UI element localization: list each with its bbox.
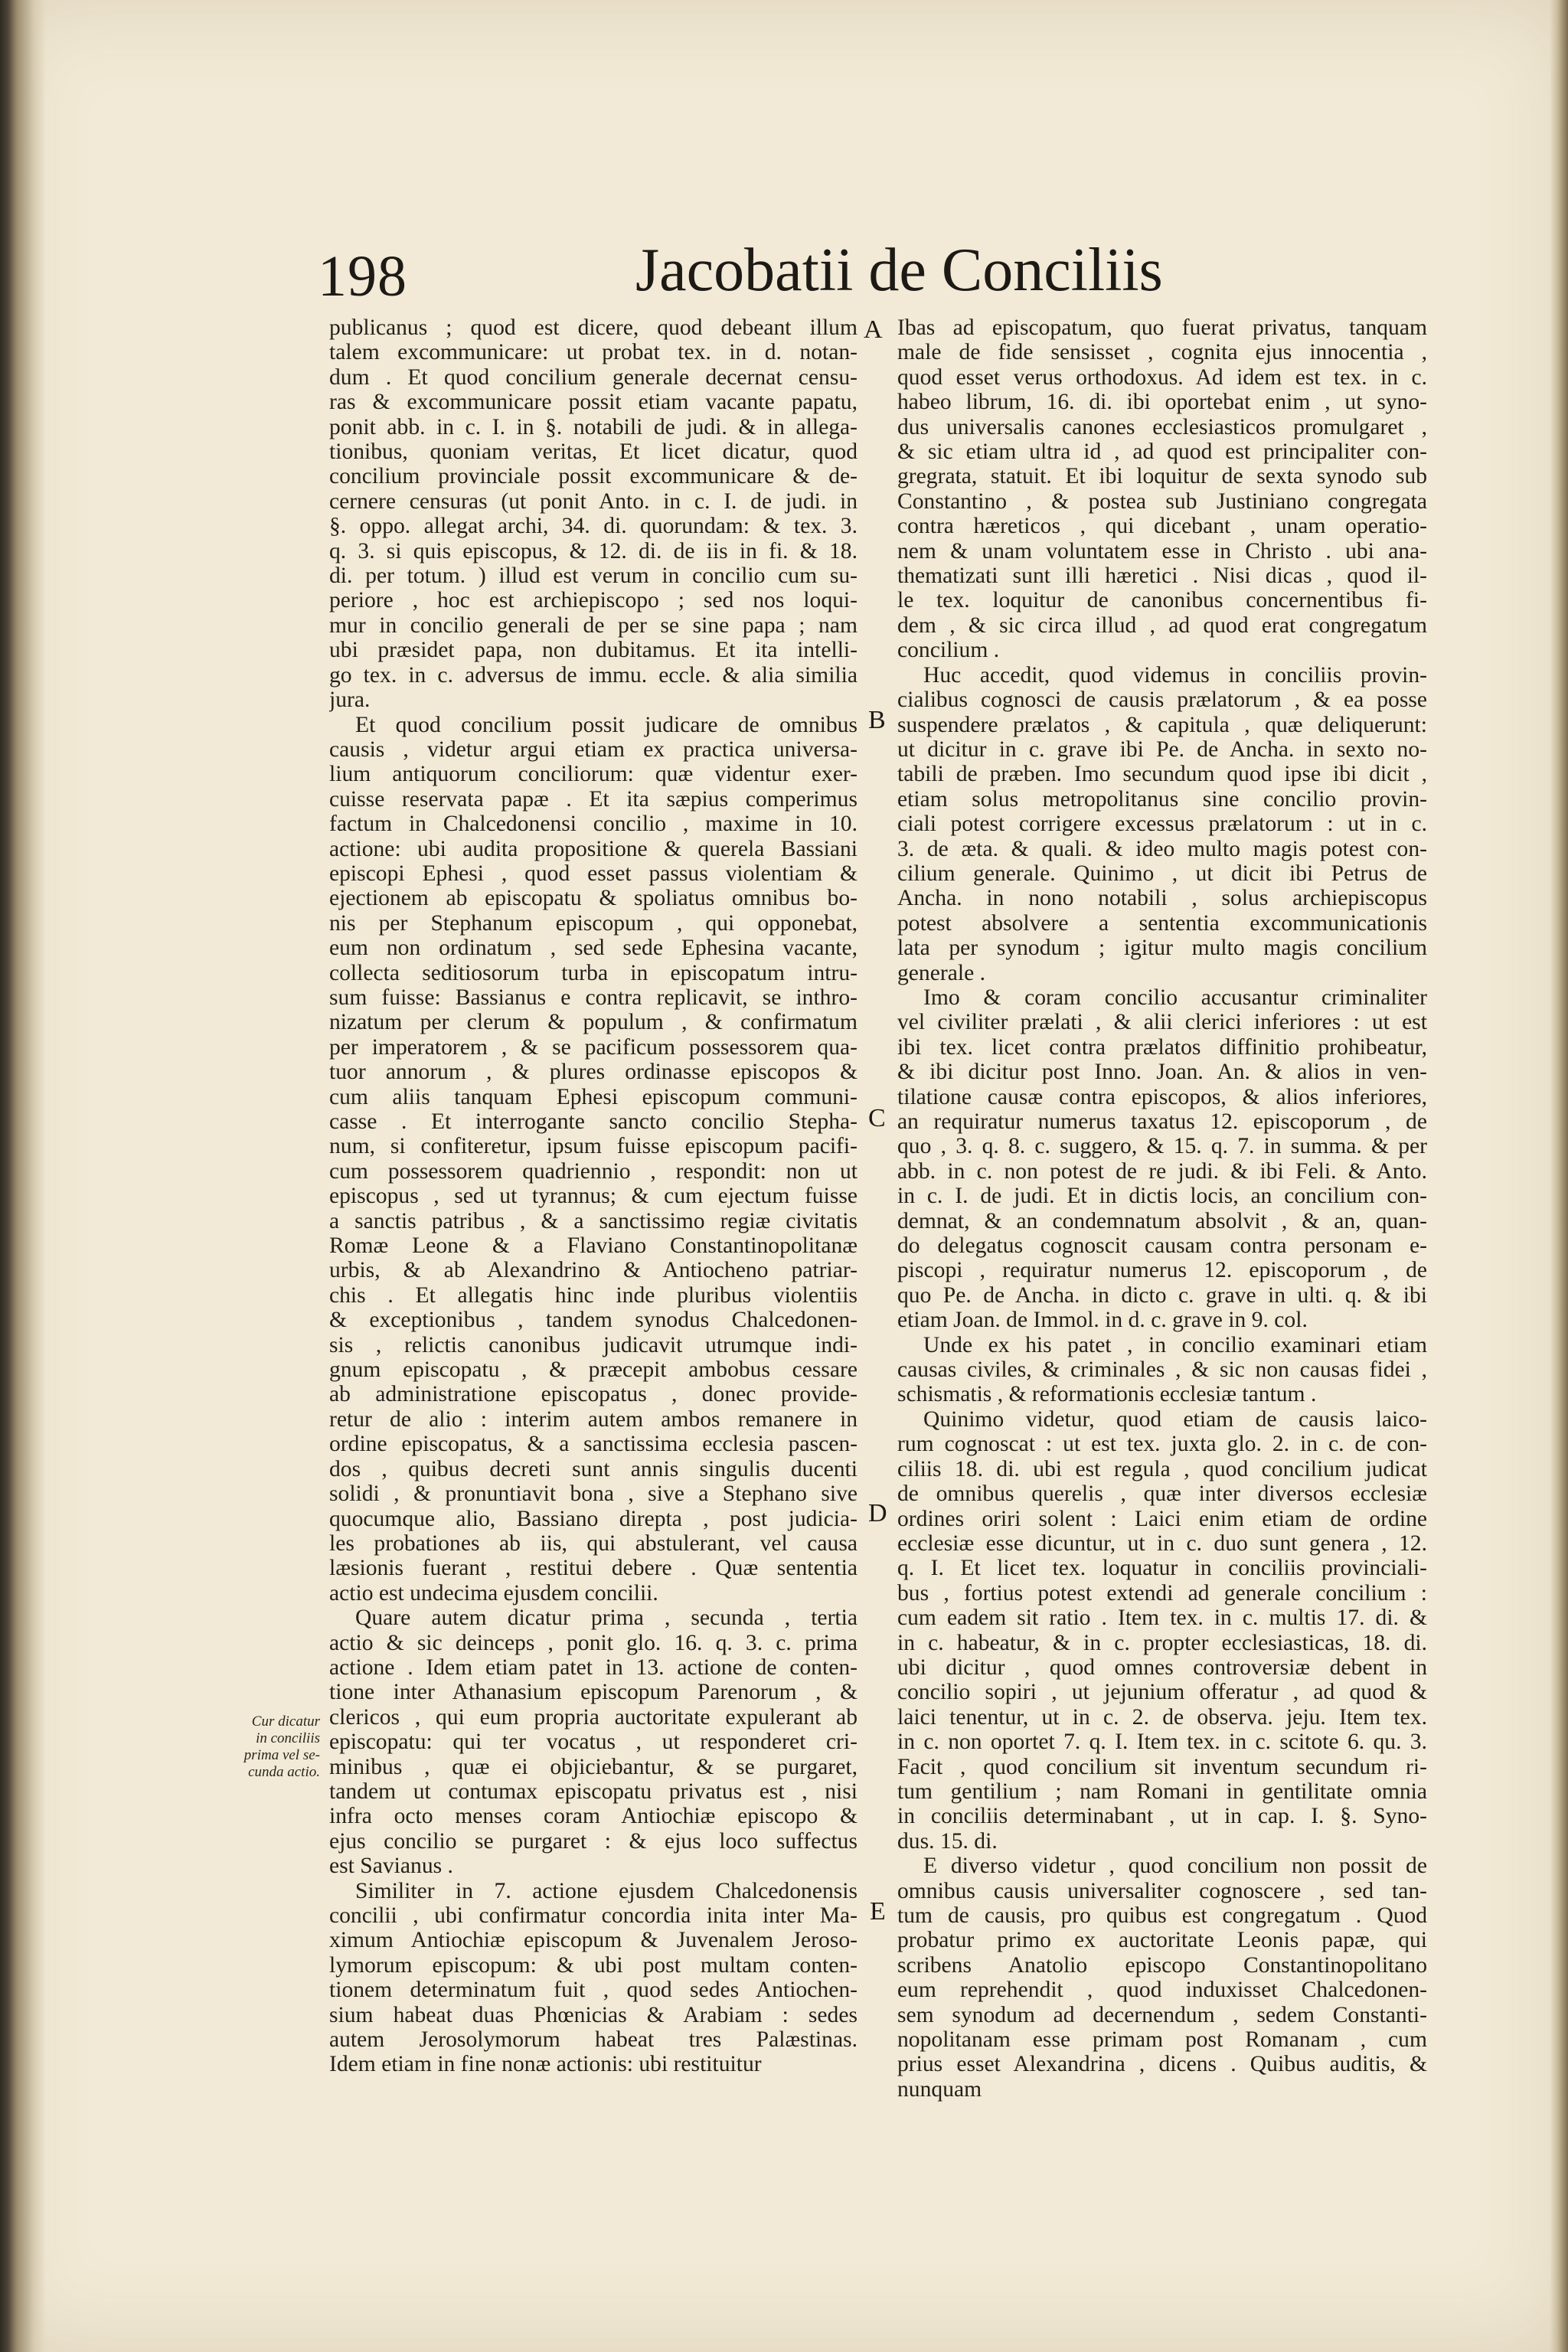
- text-line: dos , quibus decreti sunt annis singulis ducenti: [329, 1456, 858, 1481]
- text-line: cernere censuras (ut ponit Anto. in c. I. de judi. in: [329, 488, 858, 514]
- text-line: ubi præsidet papa, non dubitamus. Et ita intelli-: [329, 638, 858, 663]
- text-line: dum . Et quod concilium generale decernat censu-: [329, 364, 858, 390]
- text-line: cuisse reservata papæ . Et ita sæpius comperimus: [329, 786, 858, 812]
- text-line: Imo & coram concilio accusantur criminaliter: [923, 985, 1427, 1010]
- text-line: etiam solus metropolitanus sine concilio provin-: [897, 786, 1427, 812]
- text-line: Ancha. in nono notabili , solus archiepiscopus: [897, 886, 1427, 911]
- text-line: talem excommunicare: ut probat tex. in d. notan-: [329, 340, 858, 365]
- text-line: concilium provinciale possit excommunicare & de-: [329, 464, 858, 489]
- text-line: thematizati sunt illi hæretici . Nisi dicas , quod il-: [897, 564, 1427, 589]
- text-line: collecta seditiosorum turba in episcopatum intru-: [329, 960, 858, 985]
- text-line: Constantino , & postea sub Justiniano congregata: [897, 488, 1427, 514]
- text-line: periore , hoc est archiepiscopo ; sed nos loqui-: [329, 588, 858, 613]
- text-line: generale .: [897, 960, 986, 985]
- text-line: sis , relictis canonibus judicavit utrumque indi-: [329, 1332, 858, 1357]
- text-line: minibus , quæ ei objiciebantur, & se purgaret,: [329, 1754, 858, 1779]
- text-line: dus universalis canones ecclesiasticos promulgaret ,: [897, 414, 1427, 439]
- text-line: causis , videtur argui etiam ex practica universa-: [329, 737, 858, 762]
- margin-note-line: in conciliis: [256, 1730, 320, 1746]
- text-line: tabili de præben. Imo secundum quod ipse ibi dicit ,: [897, 762, 1427, 787]
- text-line: le tex. loquitur de canonibus concernentibus fi-: [897, 588, 1427, 613]
- page-header: [318, 236, 1236, 312]
- text-line: quod esset verus orthodoxus. Ad idem est tex. in c.: [897, 364, 1427, 390]
- text-line: in conciliis determinabant , ut in cap. I. §. Syno-: [897, 1804, 1427, 1829]
- text-line: do delegatus cognoscit causam contra personam e-: [897, 1233, 1427, 1259]
- text-line: casse . Et interrogante sancto concilio Stepha-: [329, 1109, 858, 1134]
- text-line: cum aliis tanquam Ephesi episcopum communi-: [329, 1084, 858, 1109]
- text-line: tionibus, quoniam veritas, Et licet dicatur, quod: [329, 439, 858, 465]
- text-line: concilium .: [897, 638, 1000, 663]
- text-line: Similiter in 7. actione ejusdem Chalcedonensis: [355, 1878, 858, 1903]
- text-line: lata per synodum ; igitur multo magis concilium: [897, 936, 1427, 961]
- text-line: Quare autem dicatur prima , secunda , tertia: [355, 1606, 858, 1631]
- left-text-column: [329, 315, 858, 2077]
- text-line: dem , & sic circa illud , ad quod erat congregatum: [897, 612, 1427, 638]
- text-line: nunquam: [897, 2076, 982, 2102]
- text-line: & exceptionibus , tandem synodus Chalcedonen-: [329, 1308, 858, 1333]
- text-line: prius esset Alexandrina , dicens . Quibus auditis, &: [897, 2052, 1427, 2077]
- page-number: 198: [318, 244, 407, 309]
- text-line: tionem determinatum fuit , quod sedes Antiochen-: [329, 1978, 858, 2003]
- text-line: ubi dicitur , quod omnes controversiæ debent in: [897, 1655, 1427, 1680]
- text-line: nopolitanam esse primam post Romanam , cum: [897, 2027, 1427, 2053]
- section-letter-b: B: [868, 706, 886, 734]
- text-line: 3. de æta. & quali. & ideo multo magis potest con-: [897, 836, 1427, 861]
- text-line: q. 3. si quis episcopus, & 12. di. de iis in fi. & 18.: [329, 538, 858, 564]
- text-line: per imperatorem , & se pacificum possessorem qua-: [329, 1034, 858, 1060]
- text-line: nizatum per clerum & populum , & confirmatum: [329, 1010, 858, 1035]
- text-line: cum possessorem quadriennio , respondit: non ut: [329, 1158, 858, 1184]
- text-line: urbis, & ab Alexandrino & Antiocheno patriar-: [329, 1258, 858, 1283]
- text-line: ordines oriri solent : Laici enim etiam de ordine: [897, 1506, 1427, 1531]
- text-line: gnum episcopatu , & præcepit ambobus cessare: [329, 1357, 858, 1383]
- text-line: sum fuisse: Bassianus e contra replicavit, se inthro-: [329, 985, 858, 1010]
- text-line: cialibus cognosci de causis prælatorum , & ea posse: [897, 688, 1427, 713]
- text-line: episcopi Ephesi , quod esset passus violentiam &: [329, 861, 858, 886]
- text-line: Facit , quod concilium sit inventum secundum ri-: [897, 1754, 1427, 1779]
- text-line: num, si confiteretur, ipsum fuisse episcopum pacifi-: [329, 1134, 858, 1159]
- text-line: ab administratione episcopatus , donec provide-: [329, 1382, 858, 1407]
- text-line: tione inter Athanasium episcopum Parenorum , &: [329, 1680, 858, 1705]
- text-line: quo , 3. q. 8. c. suggero, & 15. q. 7. in summa. & per: [897, 1134, 1427, 1159]
- text-line: ras & excommunicare possit etiam vacante papatu,: [329, 390, 858, 415]
- text-line: Unde ex his patet , in concilio examinari etiam: [923, 1332, 1427, 1357]
- text-line: probatur primo ex auctoritate Leonis papæ, qui: [897, 1928, 1427, 1953]
- text-line: male de fide sensisset , cognita ejus innocentia ,: [897, 340, 1427, 365]
- text-line: episcopatu: qui ter vocatus , ut responderet cri-: [329, 1730, 858, 1755]
- text-line: suspendere prælatos , & capitula , quæ deliquerunt:: [897, 712, 1427, 737]
- text-line: piscopi , requiratur numerus 12. episcoporum , de: [897, 1258, 1427, 1283]
- text-line: tilatione causæ contra episcopos, & alios inferiores,: [897, 1084, 1427, 1109]
- text-line: §. oppo. allegat archi, 34. di. quorundam: & tex. 3.: [329, 514, 858, 539]
- text-line: actione: ubi audita propositione & querela Bassiani: [329, 836, 858, 861]
- page-edge: [1550, 0, 1568, 2352]
- text-line: ejectionem ab episcopatu & spoliatus omnibus bo-: [329, 886, 858, 911]
- section-letter-a: A: [864, 315, 883, 344]
- text-line: eum non ordinatum , sed sede Ephesina vacante,: [329, 936, 858, 961]
- text-line: ibi tex. licet contra prælatos diffinitio prohibeatur,: [897, 1034, 1427, 1060]
- text-line: sem synodum ad decernendum , sedem Constanti-: [897, 2002, 1427, 2027]
- text-line: actione . Idem etiam patet in 13. actione de conten-: [329, 1655, 858, 1680]
- text-line: q. I. Et licet tex. loquatur in conciliis provinciali-: [897, 1556, 1427, 1581]
- text-line: go tex. in c. adversus de immu. eccle. & alia similia: [329, 662, 858, 688]
- text-line: eum reprehendit , quod induxisset Chalcedonen-: [897, 1978, 1427, 2003]
- text-line: Huc accedit, quod videmus in conciliis provin-: [923, 662, 1427, 688]
- text-line: bus , fortius potest extendi ad generale concilium :: [897, 1580, 1427, 1606]
- text-line: Romæ Leone & a Flaviano Constantinopolitanæ: [329, 1233, 858, 1259]
- text-line: scribens Anatolio episcopo Constantinopolitano: [897, 1952, 1427, 1978]
- text-line: ponit abb. in c. I. in §. notabili de judi. & in allega-: [329, 414, 858, 439]
- text-line: quocumque alio, Bassiano direpta , post judicia-: [329, 1506, 858, 1531]
- text-line: factum in Chalcedonensi concilio , maxime in 10.: [329, 812, 858, 837]
- text-line: & ibi dicitur post Inno. Joan. An. & alios in ven-: [897, 1060, 1427, 1085]
- text-line: & sic etiam ultra id , ad quod est principaliter con-: [897, 439, 1427, 465]
- text-line: mur in concilio generali de per se sine papa ; nam: [329, 612, 858, 638]
- text-line: autem Jerosolymorum habeat tres Palæstinas.: [329, 2027, 858, 2053]
- text-line: lymorum episcopum: & ubi post multam conten-: [329, 1952, 858, 1978]
- text-line: rum cognoscat : ut est tex. juxta glo. 2. in c. de con-: [897, 1432, 1427, 1457]
- text-line: nis per Stephanum episcopum , qui opponebat,: [329, 910, 858, 936]
- text-line: Et quod concilium possit judicare de omnibus: [355, 712, 858, 737]
- text-line: ordine episcopatus, & a sanctissima ecclesia pascen-: [329, 1432, 858, 1457]
- text-line: tum gentilium ; nam Romani in gentilitate omnia: [897, 1779, 1427, 1804]
- text-line: demnat, & an condemnatum absolvit , & an, quan-: [897, 1208, 1427, 1233]
- text-line: actio & sic deinceps , ponit glo. 16. q. 3. c. prima: [329, 1630, 858, 1655]
- text-line: læsionis fuerant , restitui debere . Quæ sententia: [329, 1556, 858, 1581]
- text-line: tum de causis, pro quibus est congregatum . Quod: [897, 1903, 1427, 1928]
- text-line: sium habeat duas Phœnicias & Arabiam : sedes: [329, 2002, 858, 2027]
- text-line: ejus concilio se purgaret : & ejus loco suffectus: [329, 1828, 858, 1854]
- text-line: de omnibus querelis , quæ inter diversos ecclesiæ: [897, 1481, 1427, 1507]
- text-line: dus. 15. di.: [897, 1828, 998, 1854]
- text-line: etiam Joan. de Immol. in d. c. grave in 9. col.: [897, 1308, 1308, 1333]
- text-line: Idem etiam in fine nonæ actionis: ubi restituitur: [329, 2052, 762, 2077]
- text-line: contra hæreticos , qui dicebant , unam operatio-: [897, 514, 1427, 539]
- margin-note-line: prima vel se-: [243, 1747, 320, 1763]
- margin-note-line: Cur dicatur: [251, 1713, 320, 1730]
- text-line: tandem ut contumax episcopatu privatus est , nisi: [329, 1779, 858, 1804]
- text-line: Quinimo videtur, quod etiam de causis laico-: [923, 1406, 1427, 1432]
- text-line: an requiratur numerus taxatus 12. episcoporum , de: [897, 1109, 1427, 1134]
- text-line: E diverso videtur , quod concilium non possit de: [923, 1854, 1427, 1879]
- text-line: clericos , qui eum propria auctoritate expulerant ab: [329, 1704, 858, 1730]
- text-line: omnibus causis universaliter cognoscere , sed tan-: [897, 1878, 1427, 1903]
- text-line: cum eadem sit ratio . Item tex. in c. multis 17. di. &: [897, 1606, 1427, 1631]
- text-line: tuor annorum , & plures ordinasse episcopos &: [329, 1060, 858, 1085]
- text-line: concilii , ubi confirmatur concordia inita inter Ma-: [329, 1903, 858, 1928]
- text-line: infra octo menses coram Antiochiæ episcopo &: [329, 1804, 858, 1829]
- text-line: in c. habeatur, & in c. propter ecclesiasticas, 18. di.: [897, 1630, 1427, 1655]
- text-line: episcopus , sed ut tyrannus; & cum ejectum fuisse: [329, 1184, 858, 1209]
- margin-note-line: cunda actio.: [248, 1764, 320, 1780]
- margin-note: [222, 1713, 320, 1781]
- text-line: di. per totum. ) illud est verum in concilio cum su-: [329, 564, 858, 589]
- text-line: Ibas ad episcopatum, quo fuerat privatus, tanquam: [897, 315, 1427, 340]
- text-line: ut dicitur in c. grave ibi Pe. de Ancha. in sexto no-: [897, 737, 1427, 762]
- text-line: chis . Et allegatis hinc inde pluribus violentiis: [329, 1282, 858, 1308]
- running-title: Jacobatii de Conciliis: [635, 237, 1163, 304]
- text-line: gregrata, statuit. Et ibi loquitur de sexta synodo sub: [897, 464, 1427, 489]
- text-line: ecclesiæ esse dicuntur, ut in c. duo sunt genera , 12.: [897, 1530, 1427, 1556]
- text-line: actio est undecima ejusdem concilii.: [329, 1580, 658, 1606]
- text-line: les probationes ab iis, qui abstulerant, vel causa: [329, 1530, 858, 1556]
- text-line: vel civiliter prælati , & alii clerici inferiores : ut est: [897, 1010, 1427, 1035]
- text-line: retur de alio : interim autem ambos remanere in: [329, 1406, 858, 1432]
- right-text-column: [897, 315, 1427, 2102]
- text-line: publicanus ; quod est dicere, quod debeant illum: [329, 315, 858, 340]
- text-line: in c. I. de judi. Et in dictis locis, an concilium con-: [897, 1184, 1427, 1209]
- text-line: schismatis , & reformationis ecclesiæ tantum .: [897, 1382, 1317, 1407]
- text-line: a sanctis patribus , & a sanctissimo regiæ civitatis: [329, 1208, 858, 1233]
- text-line: cilium generale. Quinimo , ut dicit ibi Petrus de: [897, 861, 1427, 886]
- text-line: nem & unam voluntatem esse in Christo . ubi ana-: [897, 538, 1427, 564]
- text-line: lium antiquorum conciliorum: quæ videntur exer-: [329, 762, 858, 787]
- text-line: causas civiles, & criminales , & sic non causas fidei ,: [897, 1357, 1427, 1383]
- text-line: habeo librum, 16. di. ibi oportebat enim , ut syno-: [897, 390, 1427, 415]
- text-line: abb. in c. non potest de re judi. & ibi Feli. & Anto.: [897, 1158, 1427, 1184]
- text-line: ciliis 18. di. ubi est regula , quod concilium judicat: [897, 1456, 1427, 1481]
- text-line: laici tenentur, ut in c. 2. de observa. jeju. Item tex.: [897, 1704, 1427, 1730]
- text-line: solidi , & pronuntiavit bona , sive a Stephano sive: [329, 1481, 858, 1507]
- section-letter-c: C: [868, 1104, 886, 1132]
- text-line: est Savianus .: [329, 1854, 453, 1879]
- binding-gutter: [0, 0, 46, 2352]
- text-line: ciali potest corrigere excessus prælatorum : ut in c.: [897, 812, 1427, 837]
- text-line: ximum Antiochiæ episcopum & Juvenalem Jeroso-: [329, 1928, 858, 1953]
- text-line: quo Pe. de Ancha. in dicto c. grave in ulti. q. & ibi: [897, 1282, 1427, 1308]
- text-line: in c. non oportet 7. q. I. Item tex. in c. scitote 6. qu. 3.: [897, 1730, 1427, 1755]
- text-line: jura.: [329, 688, 371, 713]
- section-letter-e: E: [870, 1897, 886, 1926]
- text-line: concilio sopiri , ut jejunium offeratur , ad quod &: [897, 1680, 1427, 1705]
- section-letter-d: D: [868, 1499, 887, 1527]
- text-line: potest absolvere a sententia excommunicationis: [897, 910, 1427, 936]
